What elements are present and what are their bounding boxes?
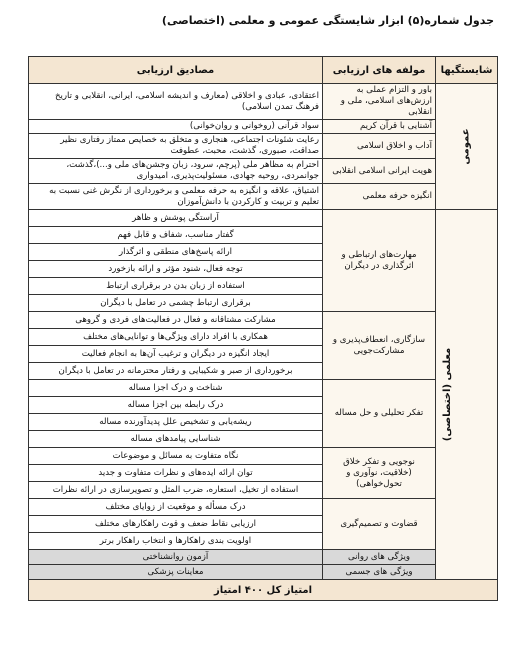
indicator-cell: ارائه پاسخ‌های منطقی و اثرگذار	[29, 244, 323, 261]
table-row	[29, 499, 498, 516]
indicator-cell: اعتقادی، عبادی و اخلاقی (معارف و اندیشه اسلامی، ایرانی، انقلابی و تاریخ فرهنگ تمدن اسلامی)	[29, 84, 323, 120]
indicator-cell: شناسایی پیامدهای مساله	[29, 431, 323, 448]
component-cell: نوجویی و تفکر خلاق (خلاقیت، نوآوری و تحول‌خواهی)	[323, 448, 436, 499]
table-row	[29, 84, 498, 120]
table-header-row	[29, 57, 498, 84]
indicator-cell: برخورداری از صبر و شکیبایی و رفتار محترمانه در تعامل با دیگران	[29, 363, 323, 380]
page-title: جدول شماره(۵) ابزار شایستگی عمومی و معلمی (اختصاصی)	[161, 14, 494, 27]
header-component: مولفه های ارزیابی	[323, 57, 436, 84]
table-row	[29, 210, 498, 227]
indicator-cell: سواد قرآنی (روخوانی و روان‌خوانی)	[29, 120, 323, 134]
table-row	[29, 448, 498, 465]
competency-table	[28, 56, 498, 601]
component-cell: سازگاری، انعطاف‌پذیری و مشارکت‌جویی	[323, 312, 436, 380]
indicator-cell: آراستگی پوشش و ظاهر	[29, 210, 323, 227]
indicator-cell: برقراری ارتباط چشمی در تعامل با دیگران	[29, 295, 323, 312]
table-row	[29, 380, 498, 397]
indicator-cell: معاینات پزشکی	[29, 565, 323, 580]
indicator-cell: مشارکت مشتاقانه و فعال در فعالیت‌های فردی و گروهی	[29, 312, 323, 329]
indicator-cell: شناخت و درک اجزا مساله	[29, 380, 323, 397]
category-specific	[436, 210, 498, 580]
component-cell: مهارت‌های ارتباطی و اثرگذاری در دیگران	[323, 210, 436, 312]
category-specific-label: معلمی (اختصاصی)	[441, 347, 453, 442]
indicator-cell: گفتار مناسب، شفاف و قابل فهم	[29, 227, 323, 244]
indicator-cell: اولویت بندی راهکارها و انتخاب راهکار برتر	[29, 533, 323, 550]
table-row	[29, 120, 498, 134]
component-cell: ویژگی های جسمی	[323, 565, 436, 580]
indicator-cell: استفاده از تخیل، استعاره، ضرب المثل و تصویرسازی در ارائه نظرات	[29, 482, 323, 499]
table-row	[29, 184, 498, 210]
indicator-cell: احترام به مظاهر ملی (پرچم، سرود، زبان وجشن‌های ملی و...)،گذشت، جوانمردی، روحیه جهادی، مسئولیت‌پذیری، امیدواری	[29, 159, 323, 184]
total-row	[29, 580, 498, 601]
component-cell: هویت ایرانی اسلامی انقلابی	[323, 159, 436, 184]
indicator-cell: ریشه‌یابی و تشخیص علل پدیدآورنده مساله	[29, 414, 323, 431]
table-body	[29, 84, 498, 601]
table-row	[29, 134, 498, 159]
component-cell: انگیزه حرفه معلمی	[323, 184, 436, 210]
header-category: شایستگیها	[436, 57, 498, 84]
indicator-cell: استفاده از زبان بدن در برقراری ارتباط	[29, 278, 323, 295]
indicator-cell: توان ارائه ایده‌های و نظرات متفاوت و جدید	[29, 465, 323, 482]
category-general-label: عمومی	[461, 128, 472, 165]
component-cell: آشنایی با قرآن کریم	[323, 120, 436, 134]
table-row	[29, 312, 498, 329]
indicator-cell: درک مسأله و موقعیت از زوایای مختلف	[29, 499, 323, 516]
indicator-cell: رعایت شئونات اجتماعی، هنجاری و متخلق به خصایص ممتاز رفتاری نظیر صداقت، صبوری، گذشت، محبت، عطوفت	[29, 134, 323, 159]
component-cell: ویژگی های روانی	[323, 550, 436, 565]
component-cell: تفکر تحلیلی و حل مساله	[323, 380, 436, 448]
component-cell: باور و التزام عملی به ارزش‌های اسلامی، ملی و انقلابی	[323, 84, 436, 120]
table-row	[29, 159, 498, 184]
indicator-cell: همکاری با افراد دارای ویژگی‌ها و توانایی‌های مختلف	[29, 329, 323, 346]
indicator-cell: ارزیابی نقاط ضعف و قوت راهکارهای مختلف	[29, 516, 323, 533]
component-cell: قضاوت و تصمیم‌گیری	[323, 499, 436, 550]
indicator-cell: درک رابطه بین اجزا مساله	[29, 397, 323, 414]
indicator-cell: توجه فعال، شنود مؤثر و ارائه بازخورد	[29, 261, 323, 278]
indicator-cell: اشتیاق، علاقه و انگیزه به حرفه معلمی و برخورداری از نگرش غنی نسبت به تعلیم و تربیت و کارکردن با دانش‌آموزان	[29, 184, 323, 210]
indicator-cell: آزمون روانشناختی	[29, 550, 323, 565]
total-cell: امتیاز کل ۴۰۰ امتیاز	[29, 580, 498, 601]
table-row	[29, 550, 498, 565]
category-general	[436, 84, 498, 210]
indicator-cell: نگاه متفاوت به مسائل و موضوعات	[29, 448, 323, 465]
component-cell: آداب و اخلاق اسلامی	[323, 134, 436, 159]
table-row	[29, 565, 498, 580]
indicator-cell: ایجاد انگیزه در دیگران و ترغیب آن‌ها به انجام فعالیت	[29, 346, 323, 363]
header-indicator: مصادیق ارزیابی	[29, 57, 323, 84]
